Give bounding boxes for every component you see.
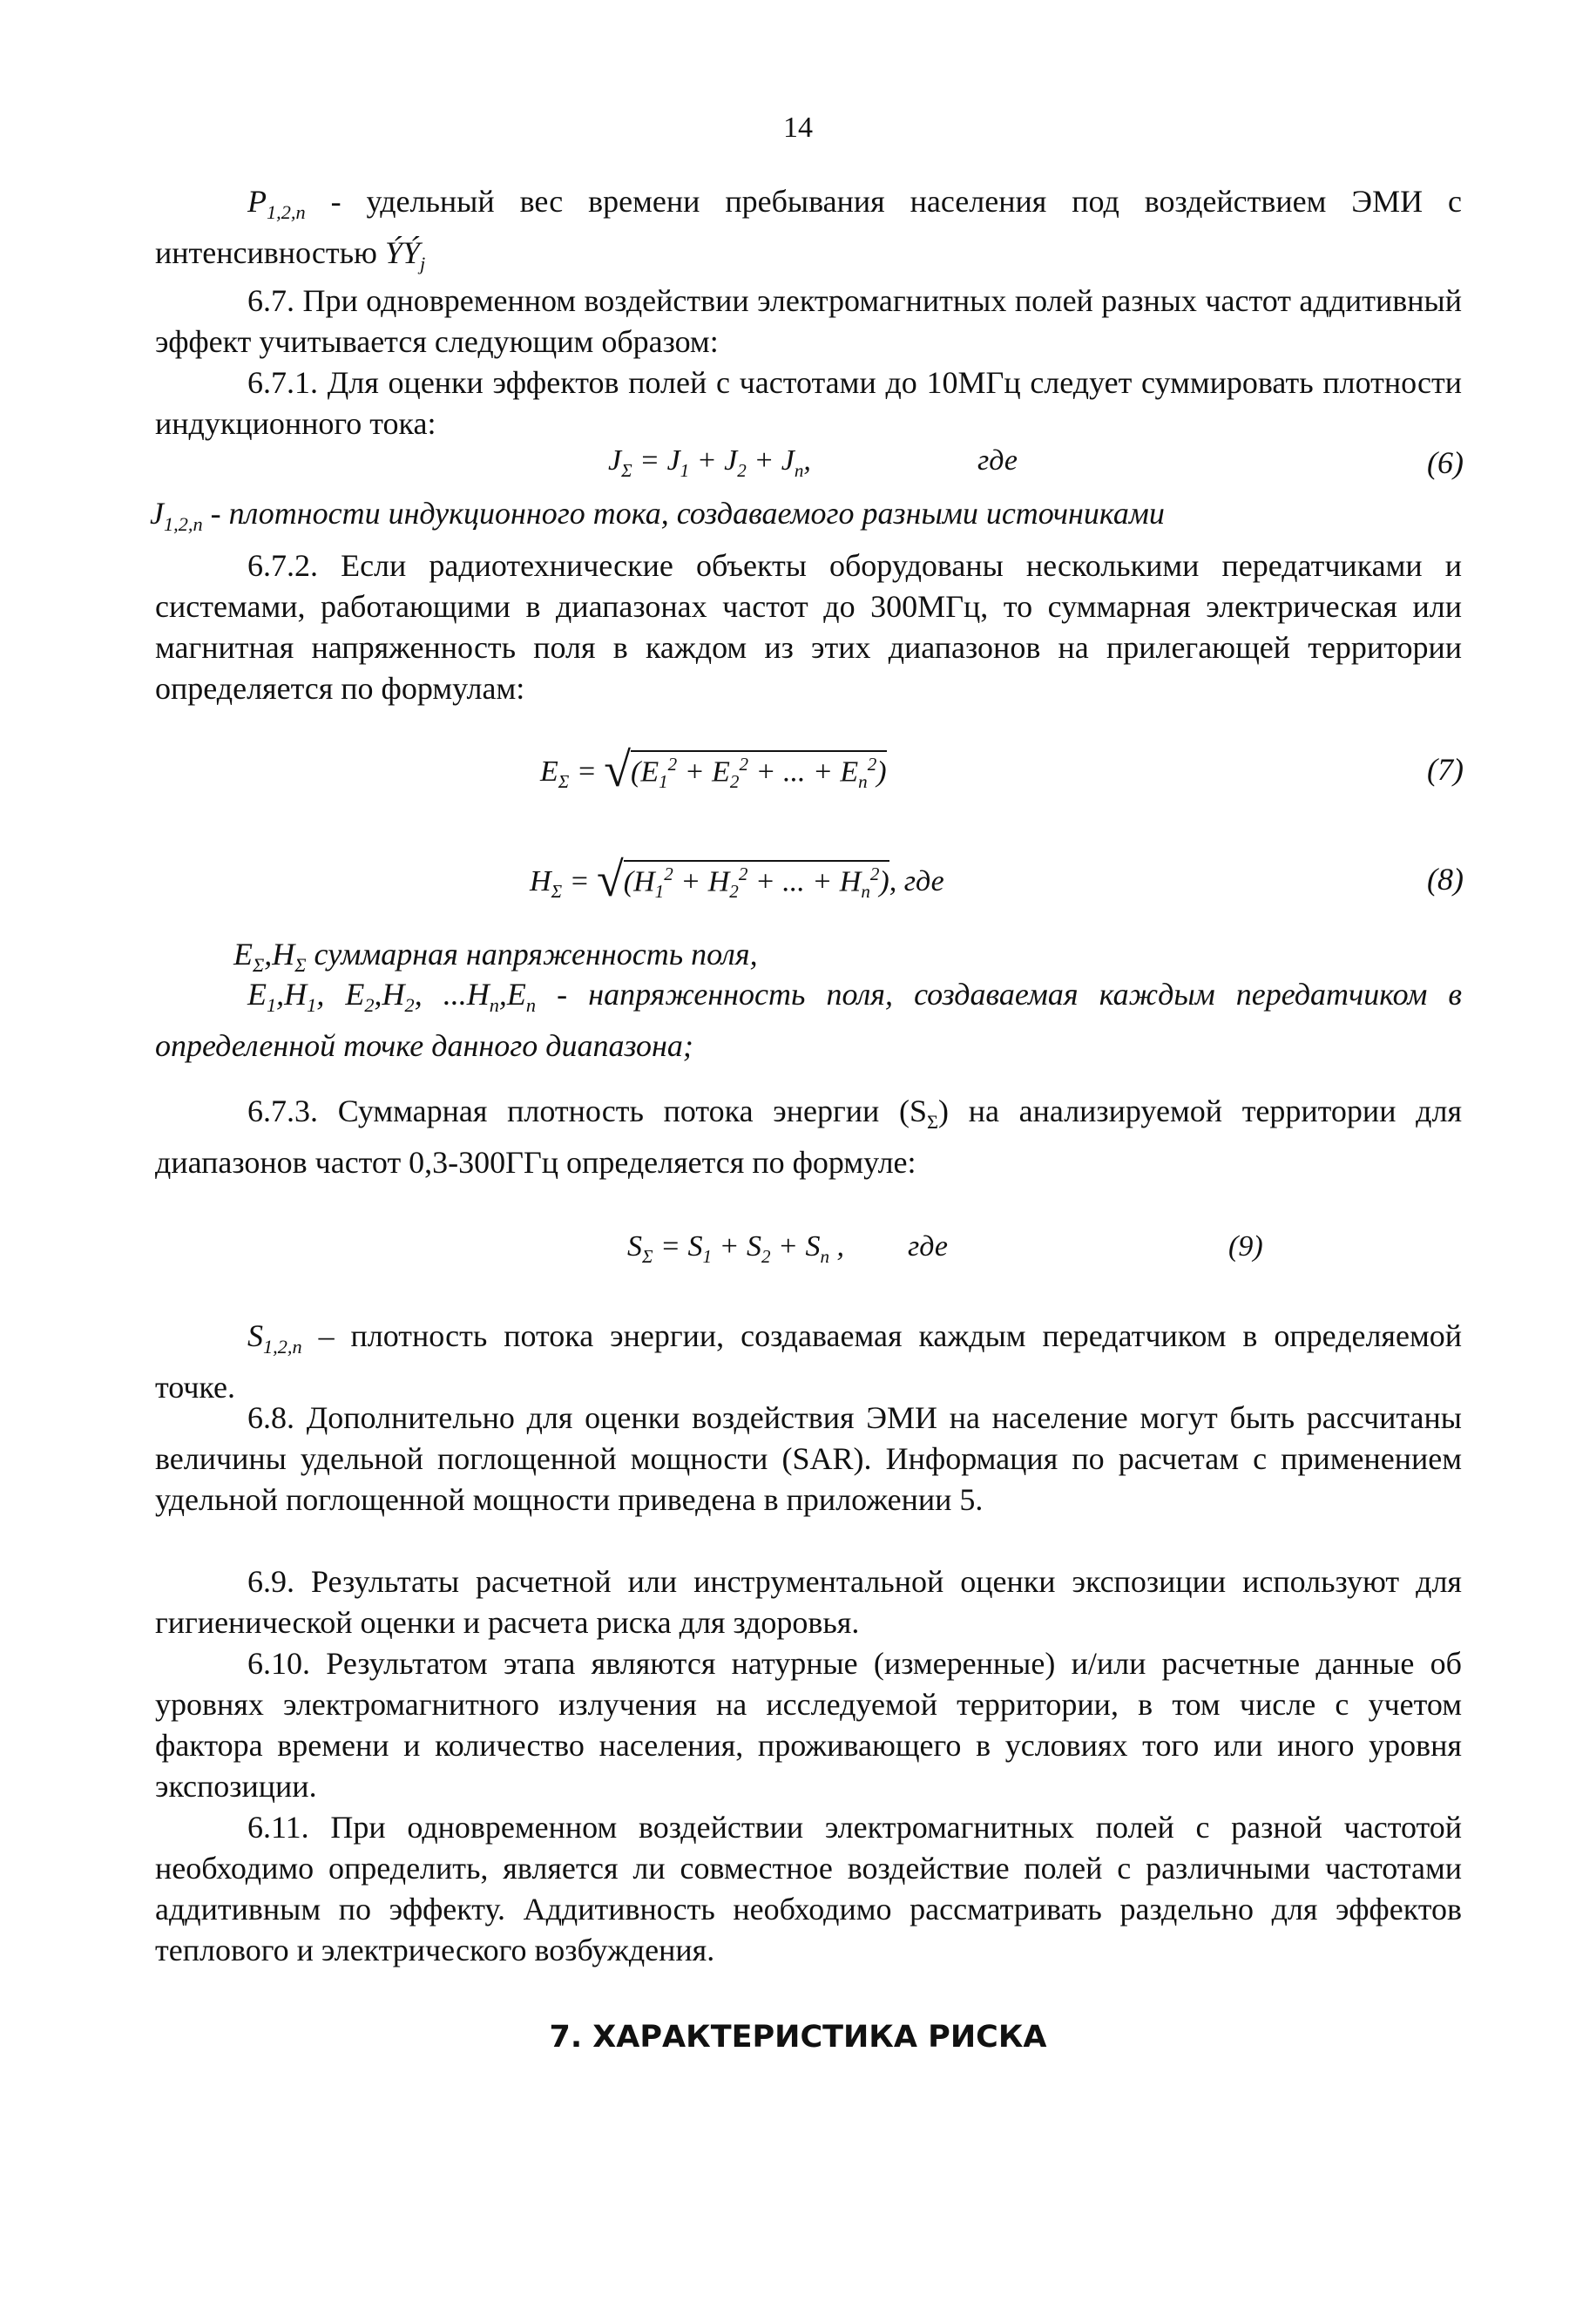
p-symbol: $P_{1,2,n}$ <box>247 184 306 224</box>
equation-9-where: где <box>908 1230 948 1263</box>
equation-6: $J_\Sigma = J_1 + J_2 + J_n$, <box>608 444 811 481</box>
s-definition: $S_{1,2,n}$ – плотность потока энергии, создаваемая каждым передатчиком в определяемой точке. <box>155 1318 1462 1405</box>
equation-9: $S_\Sigma = S_1 + S_2 + S_n$ , <box>627 1230 845 1267</box>
paragraph-6-10: 6.10. Результатом этапа являются натурные (измеренные) и/или расчетные данные об уровнях электромагнитного излучения на исследуемой территории, в том числе с учетом фактора времени и количество населения, проживающего в условиях того или иного уровня экспозиции. <box>155 1646 1462 1804</box>
j-definition: $J_{1,2,n}$ - плотности индукционного тока, создаваемого разными источниками <box>150 496 1165 536</box>
paragraph-6-7: 6.7. При одновременном воздействии электромагнитных полей разных частот аддитивный эффект учитывается следующим образом: <box>155 283 1462 359</box>
equation-7-number: (7) <box>1427 752 1464 787</box>
paragraph-6-9: 6.9. Результаты расчетной или инструментальной оценки экспозиции используют для гигиенической оценки и расчета риска для здоровья. <box>155 1564 1462 1640</box>
intensity-symbol: $ÝÝ_j$ <box>384 235 426 275</box>
page-number: 14 <box>783 112 813 144</box>
paragraph-6-7-3: 6.7.3. Суммарная плотность потока энергии $(S_\Sigma)$ на анализируемой территории для диапазонов частот 0,3-300ГГц определяется по формуле: <box>155 1094 1462 1181</box>
equation-6-number: (6) <box>1427 445 1464 480</box>
equation-9-number: (9) <box>1228 1230 1263 1263</box>
section-heading: 7. ХАРАКТЕРИСТИКА РИСКА <box>549 2020 1047 2055</box>
equation-8: $H_\Sigma = √(H_1^2 + H_2^2$ + ... + $H_n^2$), где <box>530 853 944 907</box>
paragraph-6-11: 6.11. При одновременном воздействии электромагнитных полей с разной частотой необходимо определить, является ли совместное воздействие полей с различными частотами аддитивным по эффекту. Аддитивность необходимо рассматривать раздельно для эффектов теплового и электрического возбуждения. <box>155 1810 1462 1967</box>
sum-definition: $E_\Sigma,H_\Sigma$ суммарная напряженность поля, <box>233 937 758 977</box>
equation-7: $E_\Sigma = √(E_1^2 + E_2^2$ + ... + $E_n^2$) <box>540 743 887 797</box>
equation-8-number: (8) <box>1427 862 1464 897</box>
paragraph-6-7-2: 6.7.2. Если радиотехнические объекты оборудованы несколькими передатчиками и системами, работающими в диапазонах частот до 300МГц, то суммарная электрическая или магнитная напряженность поля в каждом из этих диапазонов на прилегающей территории определяется по формулам: <box>155 548 1462 706</box>
paragraph-6-8: 6.8. Дополнительно для оценки воздействия ЭМИ на население могут быть рассчитаны величины удельной поглощенной мощности (SAR). Информация по расчетам с применением удельной поглощенной мощности приведена в приложении 5. <box>155 1400 1462 1517</box>
paragraph-6-7-1: 6.7.1. Для оценки эффектов полей с частотами до 10МГц следует суммировать плотности индукционного тока: <box>155 365 1462 441</box>
equation-6-where: где <box>977 444 1018 477</box>
each-definition: $E_1,H_1$, $E_2,H_2$, $...H_n,E_n$ - напряженность поля, создаваемая каждым передатчиком в определенной точке данного диапазона; <box>155 977 1462 1064</box>
p-definition: $P_{1,2,n}$ - удельный вес времени пребывания населения под воздействием ЭМИ с интенсивностью $ÝÝ_j$ <box>155 184 1462 275</box>
